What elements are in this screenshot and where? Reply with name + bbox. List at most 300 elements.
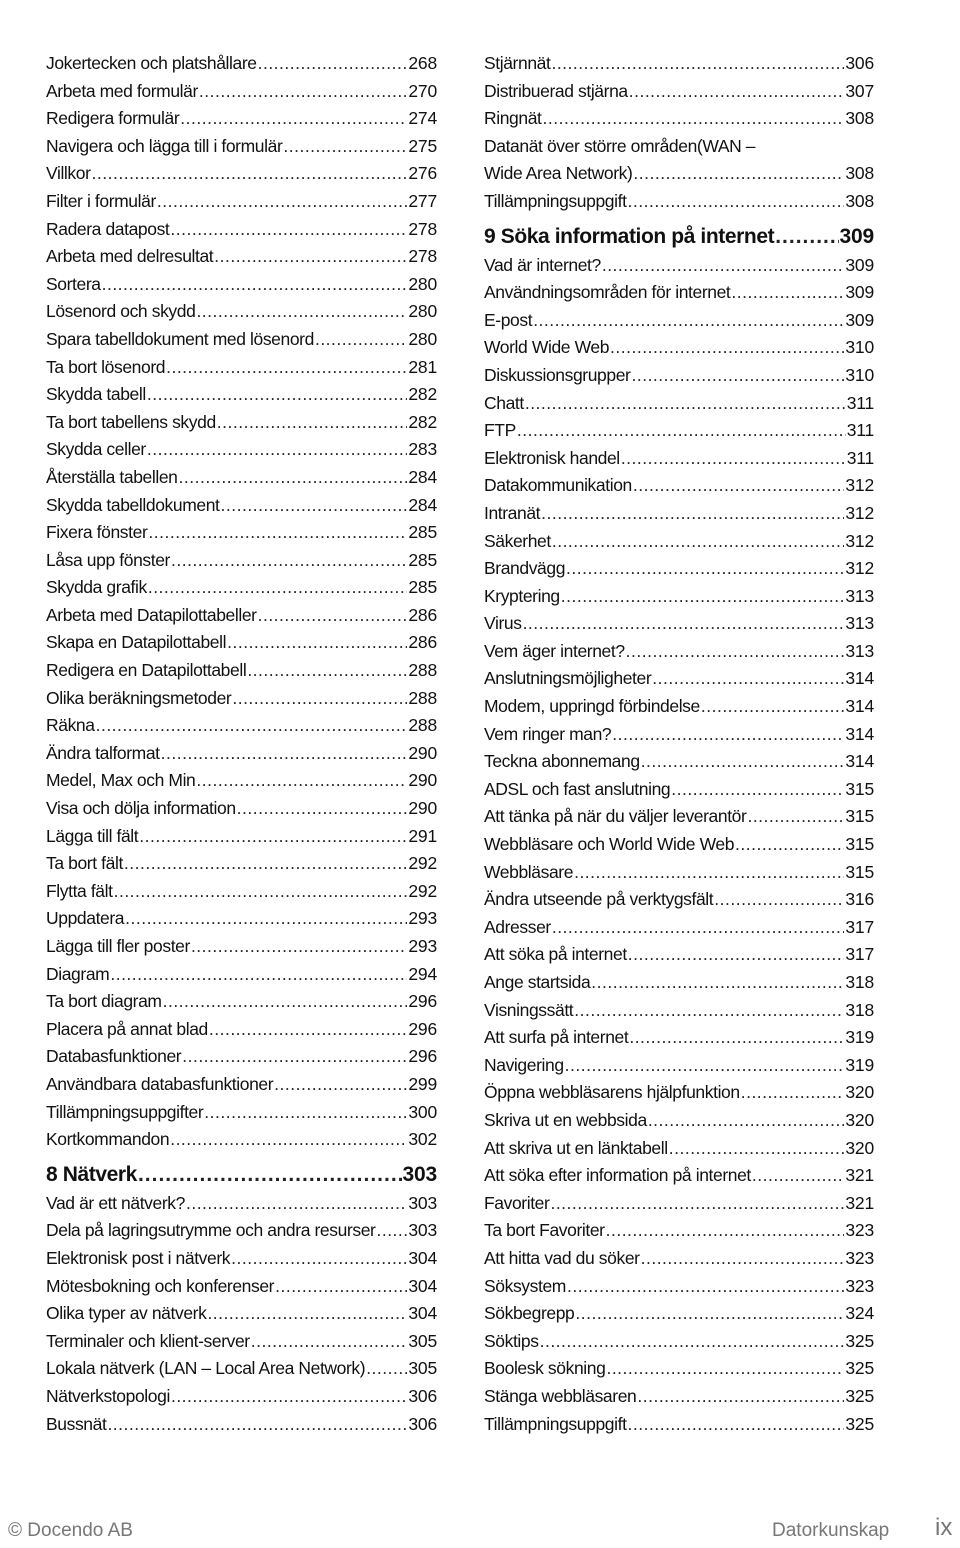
toc-chapter-heading (484, 222, 874, 252)
toc-entry-page: 274 (408, 108, 437, 129)
dot-leader (148, 519, 407, 547)
toc-entry-title: Wide Area Network) (484, 163, 633, 184)
dot-leader (575, 1300, 844, 1328)
toc-entry-page: 268 (408, 53, 437, 73)
toc-entry-title: Radera datapost (46, 218, 170, 239)
toc-entry-page: 286 (408, 632, 437, 653)
dot-leader (247, 657, 407, 685)
toc-entry-title: Uppdatera (46, 908, 125, 929)
toc-entry-title: Tillämpningsuppgifter (46, 1101, 204, 1122)
toc-entry-page: 314 (845, 723, 874, 744)
toc-entry-title: Distribuerad stjärna (484, 80, 628, 101)
toc-entry-page: 313 (845, 613, 874, 634)
toc-entry-page: 291 (408, 825, 437, 846)
dot-leader (523, 610, 845, 638)
toc-entry-title: Datakommunikation (484, 475, 632, 496)
toc-entry (46, 216, 437, 244)
toc-entry-title: Webbläsare (484, 861, 574, 882)
toc-entry-title: Öppna webbläsarens hjälpfunktion (484, 1082, 740, 1103)
toc-entry-title: Nätverkstopologi (46, 1385, 170, 1406)
toc-entry-title: Ta bort fält (46, 853, 123, 874)
dot-leader (182, 1043, 407, 1071)
toc-entry-title: Redigera formulär (46, 108, 180, 129)
dot-leader (315, 326, 407, 354)
dot-leader (232, 685, 407, 713)
toc-entry (46, 78, 437, 106)
toc-entry-title: Navigera och lägga till i formulär (46, 135, 283, 156)
toc-entry-title: Skapa en Datapilottabell (46, 632, 227, 653)
toc-entry (484, 610, 874, 638)
toc-entry-page: 312 (845, 502, 874, 523)
toc-entry-page: 309 (845, 309, 874, 330)
toc-entry (484, 252, 874, 280)
toc-entry-page: 276 (408, 163, 437, 184)
toc-entry (484, 188, 874, 216)
toc-entry-title: Ändra utseende på verktygsfält (484, 889, 714, 910)
dot-leader (574, 997, 844, 1025)
toc-entry-page: 314 (845, 751, 874, 772)
dot-leader (540, 1328, 845, 1356)
toc-entry-title: Användbara databasfunktioner (46, 1073, 274, 1094)
dot-leader (574, 859, 844, 887)
dot-leader (741, 1079, 845, 1107)
dot-leader (533, 307, 844, 335)
toc-entry (484, 1245, 874, 1273)
toc-entry-title: Spara tabelldokument med lösenord (46, 328, 314, 349)
toc-entry-page: 325 (845, 1358, 874, 1379)
toc-entry (46, 850, 437, 878)
toc-entry-page: 317 (845, 916, 874, 937)
dot-leader (551, 50, 844, 78)
toc-entry-title: Webbläsare och World Wide Web (484, 834, 735, 855)
toc-entry (484, 50, 874, 78)
toc-entry-page: 320 (845, 1137, 874, 1158)
dot-leader (366, 1355, 407, 1383)
toc-entry (484, 1273, 874, 1301)
toc-entry (484, 445, 874, 473)
toc-entry-page: 323 (845, 1275, 874, 1296)
toc-entry-title: Redigera en Datapilottabell (46, 660, 247, 681)
dot-leader (633, 160, 844, 188)
dot-leader (186, 1190, 407, 1218)
toc-entry-title: World Wide Web (484, 337, 610, 358)
toc-entry (46, 1300, 437, 1328)
toc-entry-page: 325 (845, 1385, 874, 1406)
dot-leader (747, 803, 844, 831)
toc-entry (46, 767, 437, 795)
toc-entry-title: E-post (484, 309, 533, 330)
toc-entry-page: 284 (408, 494, 437, 515)
dot-leader (237, 795, 408, 823)
toc-entry (484, 583, 874, 611)
toc-entry-page: 305 (408, 1358, 437, 1379)
toc-entry-page: 323 (845, 1247, 874, 1268)
dot-leader (102, 271, 408, 299)
dot-leader (180, 105, 407, 133)
dot-leader (752, 1162, 844, 1190)
dot-leader (567, 1273, 844, 1301)
toc-entry-title: Ringnät (484, 108, 542, 129)
dot-leader (648, 1107, 845, 1135)
toc-entry (484, 500, 874, 528)
toc-entry-title: Ta bort lösenord (46, 356, 166, 377)
toc-entry-page: 320 (845, 1109, 874, 1130)
toc-entry (46, 1245, 437, 1273)
toc-entry-page: 290 (408, 742, 437, 763)
toc-entry (484, 105, 874, 133)
toc-entry-title: FTP (484, 420, 516, 441)
toc-entry (46, 602, 437, 630)
dot-leader (171, 1383, 407, 1411)
toc-entry (484, 1328, 874, 1356)
dot-leader (274, 1071, 407, 1099)
dot-leader (552, 914, 845, 942)
toc-entry (484, 693, 874, 721)
dot-leader (628, 1411, 845, 1439)
toc-entry-page: 309 (845, 254, 874, 275)
dot-leader (114, 878, 408, 906)
toc-entry-title: Navigering (484, 1054, 564, 1075)
toc-entry-title: Olika typer av nätverk (46, 1303, 207, 1324)
toc-entry-page: 320 (845, 1082, 874, 1103)
toc-entry-title: Dela på lagringsutrymme och andra resurser (46, 1220, 376, 1241)
toc-entry-page: 293 (408, 936, 437, 956)
toc-entry-page: 325 (845, 1330, 874, 1351)
toc-entry (484, 638, 874, 666)
toc-entry-title: Lägga till fält (46, 825, 139, 846)
dot-leader (775, 222, 838, 252)
dot-leader (376, 1217, 407, 1245)
toc-entry (46, 629, 437, 657)
toc-entry-page: 293 (408, 908, 437, 929)
toc-entry (484, 1135, 874, 1163)
toc-entry-title: Vem ringer man? (484, 723, 612, 744)
toc-entry-title: Datanät över större områden(WAN – (484, 135, 756, 156)
toc-entry-page: 309 (845, 282, 874, 303)
toc-entry-page: 315 (845, 778, 874, 799)
dot-leader (147, 436, 408, 464)
toc-entry-page: 280 (408, 328, 437, 349)
toc-entry (46, 50, 437, 78)
toc-entry-page: 285 (408, 549, 437, 570)
toc-entry-page: 292 (408, 853, 437, 874)
toc-entry-title: Medel, Max och Min (46, 770, 196, 791)
toc-entry-page: 314 (845, 668, 874, 689)
toc-entry (484, 307, 874, 335)
toc-entry (484, 969, 874, 997)
toc-entry (484, 914, 874, 942)
dot-leader (179, 464, 408, 492)
toc-entry (46, 409, 437, 437)
dot-leader (641, 1245, 845, 1273)
dot-leader (138, 1160, 402, 1190)
toc-entry-page: 277 (408, 190, 437, 211)
toc-entry-title: Att hitta vad du söker (484, 1247, 640, 1268)
toc-entry-title: Elektronisk post i nätverk (46, 1247, 231, 1268)
dot-leader (628, 188, 845, 216)
toc-entry-title: Flytta fält (46, 880, 113, 901)
toc-right-column (484, 50, 874, 1438)
toc-entry-title: Anslutningsmöjligheter (484, 668, 652, 689)
toc-entry (484, 1024, 874, 1052)
toc-entry (46, 243, 437, 271)
dot-leader (196, 767, 407, 795)
toc-entry (484, 803, 874, 831)
toc-entry (484, 160, 874, 188)
dot-leader (633, 472, 845, 500)
dot-leader (207, 1300, 407, 1328)
dot-leader (517, 417, 846, 445)
toc-entry-title: Terminaler och klient-server (46, 1330, 250, 1351)
toc-entry-title: Att söka efter information på internet (484, 1165, 751, 1186)
dot-leader (161, 740, 408, 768)
toc-entry-page: 304 (408, 1303, 437, 1324)
toc-entry (46, 712, 437, 740)
toc-entry-page: 312 (845, 558, 874, 579)
toc-entry-title: Att surfa på internet (484, 1027, 629, 1048)
toc-entry-page: 309 (839, 224, 874, 248)
toc-entry-title: Att skriva ut en länktabell (484, 1137, 668, 1158)
toc-entry-page: 285 (408, 577, 437, 598)
toc-entry-page: 282 (408, 411, 437, 432)
toc-entry (484, 1190, 874, 1218)
dot-leader (669, 1135, 845, 1163)
toc-entry (484, 1079, 874, 1107)
dot-leader (606, 1355, 844, 1383)
toc-entry-title: Filter i formulär (46, 190, 156, 211)
toc-entry-page: 306 (408, 1413, 437, 1434)
dot-leader (565, 1052, 845, 1080)
toc-entry-title: Tillämpningsuppgift (484, 190, 627, 211)
toc-entry (484, 555, 874, 583)
dot-leader (606, 1217, 845, 1245)
toc-entry-title: Vad är internet? (484, 254, 601, 275)
toc-entry (46, 547, 437, 575)
toc-entry (484, 941, 874, 969)
toc-entry-title: Säkerhet (484, 530, 551, 551)
dot-leader (124, 850, 407, 878)
toc-entry-title: Lösenord och skydd (46, 301, 196, 322)
toc-entry (46, 519, 437, 547)
toc-entry-title: Sökbegrepp (484, 1303, 575, 1324)
toc-entry-page: 308 (845, 163, 874, 184)
toc-entry-page: 316 (845, 889, 874, 910)
toc-entry-title: Favoriter (484, 1192, 550, 1213)
dot-leader (628, 941, 845, 969)
toc-entry (484, 1052, 874, 1080)
toc-entry-title: Mötesbokning och konferenser (46, 1275, 275, 1296)
toc-entry-page: 315 (845, 806, 874, 827)
toc-entry-title: Diskussionsgrupper (484, 364, 631, 385)
toc-entry-page: 290 (408, 770, 437, 791)
toc-entry-title: Ange startsida (484, 972, 591, 992)
dot-leader (107, 1411, 407, 1439)
toc-entry-title: Användningsområden för internet (484, 282, 731, 303)
dot-leader (92, 160, 408, 188)
toc-entry-title: Söktips (484, 1330, 539, 1351)
dot-leader (170, 1126, 407, 1154)
dot-leader (110, 961, 407, 989)
dot-leader (629, 1024, 844, 1052)
toc-entry (484, 417, 874, 445)
toc-entry-page: 304 (408, 1247, 437, 1268)
toc-entry (484, 721, 874, 749)
toc-entry-title: Ta bort tabellens skydd (46, 411, 216, 432)
toc-entry (484, 1383, 874, 1411)
toc-entry (46, 657, 437, 685)
toc-entry (484, 1411, 874, 1439)
toc-entry-title: Chatt (484, 392, 524, 413)
toc-entry-page: 313 (845, 640, 874, 661)
toc-entry-page: 313 (845, 585, 874, 606)
toc-entry-title: Att tänka på när du väljer leverantör (484, 806, 747, 827)
dot-leader (148, 574, 408, 602)
dot-leader (621, 445, 846, 473)
toc-entry-title: Diagram (46, 963, 110, 984)
toc-entry-page: 281 (408, 356, 437, 377)
toc-entry-page: 311 (846, 392, 874, 413)
toc-entry-title: Visa och dölja information (46, 798, 236, 819)
toc-entry-page: 311 (846, 447, 874, 468)
toc-entry-title: Sortera (46, 273, 101, 294)
toc-entry (46, 823, 437, 851)
toc-entry-page: 314 (845, 696, 874, 717)
toc-entry-title: Skriva ut en webbsida (484, 1109, 647, 1130)
toc-entry (46, 740, 437, 768)
toc-entry (46, 1355, 437, 1383)
dot-leader (552, 528, 845, 556)
toc-entry-title: Databasfunktioner (46, 1046, 182, 1067)
toc-entry (46, 795, 437, 823)
footer-book-title: Datorkunskap (772, 1520, 890, 1541)
toc-entry (46, 105, 437, 133)
dot-leader (652, 665, 844, 693)
toc-entry (46, 905, 437, 933)
toc-entry-page: 284 (408, 466, 437, 487)
toc-entry-page: 286 (408, 604, 437, 625)
toc-entry-page: 288 (408, 687, 437, 708)
toc-entry-title: Virus (484, 613, 522, 634)
toc-entry-title: Boolesk sökning (484, 1358, 606, 1379)
toc-entry (46, 1043, 437, 1071)
dot-leader (591, 969, 844, 997)
dot-leader (209, 1016, 408, 1044)
toc-entry-page: 308 (845, 190, 874, 211)
toc-entry-title: Räkna (46, 715, 95, 736)
toc-entry (484, 1355, 874, 1383)
toc-entry-title: Visningssätt (484, 999, 574, 1020)
toc-entry-title: Tillämpningsuppgift (484, 1413, 627, 1434)
toc-entry-title: Att söka på internet (484, 944, 627, 965)
toc-entry (46, 133, 437, 161)
toc-entry-title: Lokala nätverk (LAN – Local Area Network) (46, 1358, 366, 1379)
dot-leader (550, 1190, 844, 1218)
toc-entry-page: 312 (845, 530, 874, 551)
toc-entry (484, 334, 874, 362)
toc-entry-page: 296 (408, 991, 437, 1012)
toc-entry (46, 961, 437, 989)
toc-entry-title: Kryptering (484, 585, 560, 606)
toc-entry-title: Elektronisk handel (484, 447, 620, 468)
toc-entry-page: 325 (845, 1413, 874, 1434)
toc-entry (46, 1411, 437, 1439)
toc-entry (46, 988, 437, 1016)
dot-leader (561, 583, 845, 611)
dot-leader (221, 492, 408, 520)
toc-entry (46, 381, 437, 409)
toc-entry-title: Vad är ett nätverk? (46, 1192, 185, 1213)
toc-entry-page: 280 (408, 273, 437, 294)
toc-entry-title: Arbeta med Datapilottabeller (46, 604, 257, 625)
dot-leader (196, 298, 407, 326)
toc-entry (484, 133, 874, 161)
dot-leader (125, 905, 407, 933)
toc-entry-page: 285 (408, 522, 437, 543)
toc-entry-page: 308 (845, 108, 874, 129)
toc-entry-page: 307 (845, 80, 874, 101)
toc-entry-title: Jokertecken och platshållare (46, 53, 257, 73)
toc-entry (484, 390, 874, 418)
toc-entry-page: 323 (845, 1220, 874, 1241)
toc-entry-title: Intranät (484, 502, 541, 523)
toc-entry (46, 1328, 437, 1356)
toc-entry-page: 303 (402, 1162, 437, 1186)
toc-entry (46, 492, 437, 520)
toc-entry-page: 306 (845, 53, 874, 73)
toc-entry (46, 326, 437, 354)
toc-chapter-heading (46, 1160, 437, 1190)
toc-entry-title: Villkor (46, 163, 91, 184)
toc-entry-page: 317 (845, 944, 874, 965)
toc-entry (484, 859, 874, 887)
footer-publisher: © Docendo AB (8, 1520, 133, 1541)
dot-leader (610, 334, 844, 362)
toc-entry-page: 278 (408, 218, 437, 239)
toc-entry-title: ADSL och fast anslutning (484, 778, 671, 799)
dot-leader (171, 547, 407, 575)
toc-entry-page: 270 (408, 80, 437, 101)
toc-entry-page: 319 (845, 1054, 874, 1075)
dot-leader (147, 381, 408, 409)
toc-entry-page: 280 (408, 301, 437, 322)
toc-entry (46, 574, 437, 602)
toc-entry-title: Vem äger internet? (484, 640, 625, 661)
toc-entry (484, 472, 874, 500)
toc-entry-title: Brandvägg (484, 558, 566, 579)
toc-entry-page: 315 (845, 861, 874, 882)
toc-entry (484, 997, 874, 1025)
toc-entry-page: 310 (845, 337, 874, 358)
toc-left-column (46, 50, 437, 1438)
toc-entry-title: Återställa tabellen (46, 466, 178, 487)
toc-entry-title: Skydda tabell (46, 384, 146, 405)
toc-entry-title: Teckna abonnemang (484, 751, 640, 772)
toc-entry-title: Skydda grafik (46, 577, 147, 598)
toc-entry (484, 748, 874, 776)
toc-entry-title: 9 Söka information på internet (484, 224, 775, 248)
dot-leader (170, 216, 407, 244)
toc-entry-page: 306 (408, 1385, 437, 1406)
toc-entry (484, 776, 874, 804)
toc-entry-title: Ta bort diagram (46, 991, 162, 1012)
toc-entry-title: Ta bort Favoriter (484, 1220, 605, 1241)
dot-leader (612, 721, 844, 749)
toc-entry (46, 436, 437, 464)
toc-entry-page: 319 (845, 1027, 874, 1048)
dot-leader (157, 188, 408, 216)
toc-entry-title: Skydda celler (46, 439, 146, 460)
dot-leader (166, 354, 407, 382)
